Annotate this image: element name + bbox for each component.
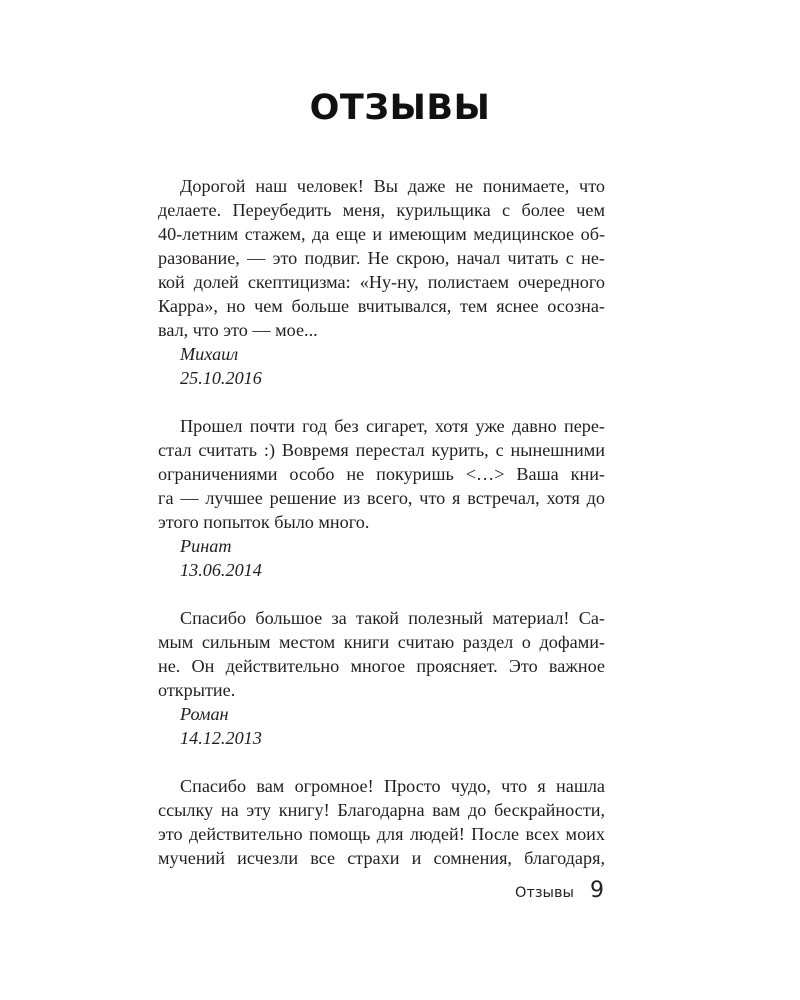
review-author: Ринат: [180, 536, 232, 556]
review-text-line: стал считать :) Вовремя перестал курить, с нынешними: [158, 440, 605, 460]
review-text-line: га — лучшее решение из всего, что я встречал, хотя до: [158, 488, 605, 508]
review-author: Михаил: [180, 344, 239, 364]
review-text-line: Карра», но чем больше вчитывался, тем яснее осозна-: [158, 296, 605, 316]
review-text-line: кой долей скептицизма: «Ну-ну, полистаем очередного: [158, 272, 605, 292]
paragraph-gap: [158, 750, 605, 774]
review-text-line: 40-летним стажем, да еще и имеющим медицинское об-: [158, 224, 605, 244]
review-text-line: мучений исчезли все страхи и сомнения, благодаря,: [158, 848, 605, 868]
review-date: 14.12.2013: [180, 728, 262, 748]
review-text-line: ссылку на эту книгу! Благодарна вам до бескрайности,: [158, 800, 605, 820]
page-number: 9: [590, 878, 604, 903]
review-text-line: это действительно помощь для людей! После всех моих: [158, 824, 605, 844]
paragraph-gap: [158, 582, 605, 606]
review-text-line: не. Он действительно многое проясняет. Это важное: [158, 656, 605, 676]
page-footer: [515, 878, 604, 903]
review-text-line: мым сильным местом книги считаю раздел о дофами-: [158, 632, 605, 652]
review-author: Роман: [180, 704, 229, 724]
paragraph-gap: [158, 390, 605, 414]
page-title: ОТЗЫВЫ: [309, 88, 491, 128]
running-header-section: Отзывы: [514, 885, 574, 901]
review-text-line: делаете. Переубедить меня, курильщика с более чем: [158, 200, 605, 220]
review-text-line: разование, — это подвиг. Не скрою, начал читать с не-: [158, 248, 605, 268]
review-text-line: Спасибо вам огромное! Просто чудо, что я нашла: [180, 776, 605, 796]
review-text-line: этого попыток было много.: [158, 512, 370, 532]
review-text-line: Дорогой наш человек! Вы даже не понимаете, что: [180, 176, 605, 196]
review-date: 13.06.2014: [180, 560, 262, 580]
review-text-line: ограничениями особо не покуришь <…> Ваша кни-: [158, 464, 605, 484]
reviews-body: [158, 174, 605, 870]
review-text-line: Прошел почти год без сигарет, хотя уже давно пере-: [180, 416, 605, 436]
review-text-line: открытие.: [158, 680, 236, 700]
review: [158, 414, 605, 582]
review-text-line: Спасибо большое за такой полезный материал! Са-: [180, 608, 605, 628]
review: [158, 774, 605, 870]
review: [158, 606, 605, 750]
review: [158, 174, 605, 390]
review-text-line: вал, что это — мое...: [158, 320, 318, 340]
review-date: 25.10.2016: [180, 368, 262, 388]
